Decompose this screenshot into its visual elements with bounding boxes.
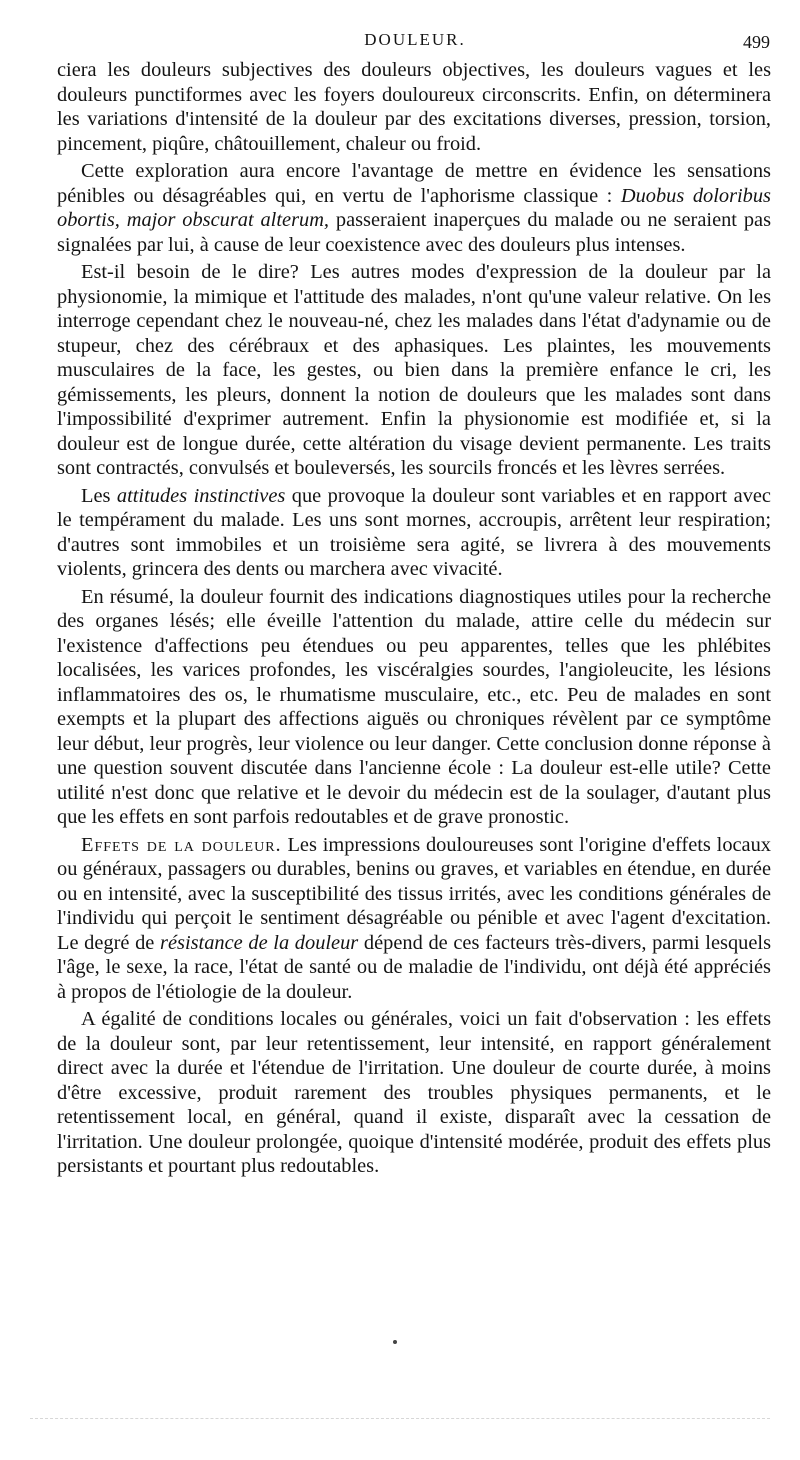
latin-aphorism: Duobus doloribus obortis, major obscurat alterum,: [57, 184, 771, 231]
page-body: [57, 58, 771, 1182]
paragraph-6-text-a: Les impressions douloureuses sont l'origine d'effets locaux ou généraux, passagers ou durables, benins ou graves, et variables en étendue, en durée ou en intensité, avec la susceptibilité des tissus irrités, avec les conditions générales de l'individu qui perçoit le sentiment désagréable ou pénible et avec l'agent d'excitation. Le degré de: [57, 833, 771, 954]
paragraph-5: En résumé, la douleur fournit des indications diagnostiques utiles pour la recherche des organes lésés; elle éveille l'attention du malade, attire celle du médecin sur l'existence d'affections peu étendues ou peu apparentes, telles que les phlébites localisées, les varices profondes, les viscéralgies sourdes, l'angioleucite, les lésions inflammatoires des os, le rhumatisme musculaire, etc., etc. Peu de malades en sont exempts et la plupart des affections aiguës ou chroniques révèlent par ce symptôme leur début, leur progrès, leur violence ou leur danger. Cette conclusion donne réponse à une question souvent discutée dans l'ancienne école : La douleur est-elle utile? Cette utilité n'est donc que relative et le devoir du médecin est de la soulager, d'autant plus que les effets en sont parfois redoutables et de grave pronostic.: [57, 585, 771, 828]
paragraph-4: [57, 484, 771, 582]
paragraph-6: [57, 833, 771, 1005]
page-header: [60, 30, 770, 54]
scan-artifact-line: [30, 1418, 770, 1421]
paragraph-2-text-b: passeraient inaperçues du malade ou ne seraient pas signalées par lui, à cause de leur coexistence avec des douleurs plus intenses.: [57, 209, 771, 256]
running-title: DOULEUR.: [364, 30, 466, 49]
paragraph-3: Est-il besoin de le dire? Les autres modes d'expression de la douleur par la physionomie, la mimique et l'attitude des malades, n'ont qu'une valeur relative. On les interroge cependant chez le nouveau-né, chez les malades dans l'état d'adynamie ou de stupeur, chez des cérébraux et des aphasiques. Les plaintes, les mouvements musculaires de la face, les gestes, ou bien dans la première enfance le cri, les gémissements, les pleurs, donnent la notion de douleurs que les malades sont dans l'impossibilité d'exprimer autrement. Enfin la physionomie est modifiée et, si la douleur est de longue durée, cette altération du visage devient permanente. Les traits sont contractés, convulsés et bouleversés, les sourcils froncés et les lèvres serrées.: [57, 261, 771, 479]
paragraph-2: [57, 159, 771, 257]
paragraph-4-text-a: Les: [81, 484, 117, 507]
paragraph-4-text-b: que provoque la douleur sont variables et en rapport avec le tempérament du malade. Les uns sont mornes, accroupis, arrêtent leur respiration; d'autres sont immobiles et un troisième sera agité, se livrera à des mouvements violents, grincera des dents ou marchera avec vivacité.: [57, 484, 771, 580]
page-number: 499: [743, 32, 770, 52]
italic-resistance: résistance de la douleur: [160, 931, 359, 954]
section-heading: Effets de la douleur.: [81, 833, 282, 856]
italic-attitudes: attitudes instinctives: [116, 484, 286, 507]
ink-dot: [393, 1340, 397, 1344]
paragraph-7: A égalité de conditions locales ou générales, voici un fait d'observation : les effets de la douleur sont, par leur retentissement, leur intensité, en rapport généralement direct avec la durée et l'étendue de l'irritation. Une douleur de courte durée, à moins d'être excessive, produit rarement des troubles physiques permanents, et le retentissement local, en général, quand il existe, disparaît avec la cessation de l'irritation. Une douleur prolongée, quoique d'intensité modérée, produit des effets plus persistants et pourtant plus redoutables.: [57, 1008, 771, 1177]
paragraph-1: ciera les douleurs subjectives des douleurs objectives, les douleurs vagues et les douleurs punctiformes avec les foyers douloureux circonscrits. Enfin, on déterminera les variations d'intensité de la douleur par des excitations diverses, pression, torsion, pincement, piqûre, châtouillement, chaleur ou froid.: [57, 59, 771, 155]
paragraph-6-text-b: dépend de ces facteurs très-divers, parmi lesquels l'âge, le sexe, la race, l'état de santé ou de maladie de l'individu, ont déjà été appréciés à propos de l'étiologie de la douleur.: [57, 931, 772, 1003]
paragraph-2-text-a: Cette exploration aura encore l'avantage de mettre en évidence les sensations pénibles ou désagréables qui, en vertu de l'aphorisme classique :: [57, 160, 771, 207]
